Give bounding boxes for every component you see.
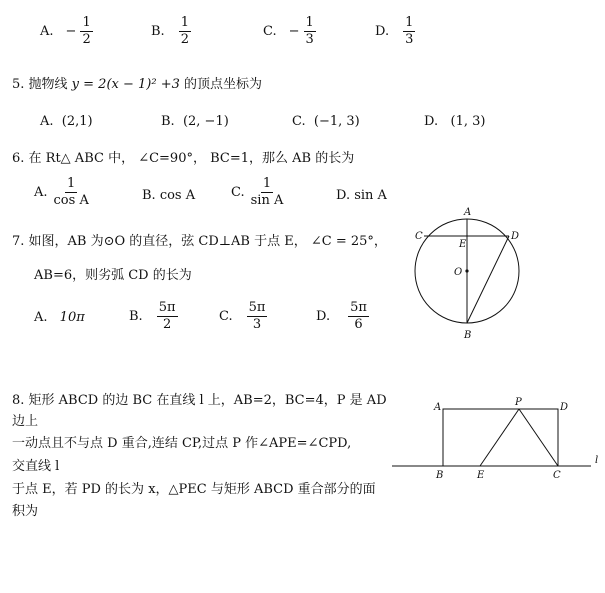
option-letter: D. — [424, 114, 439, 129]
q7-option-b — [129, 301, 178, 331]
fraction — [403, 16, 415, 46]
numerator: 1 — [262, 176, 272, 191]
label-e: E — [477, 470, 485, 481]
label-b: B — [436, 470, 444, 481]
numerator: 1 — [305, 15, 314, 30]
q5-stem — [12, 73, 262, 92]
denominator: 3 — [305, 31, 314, 47]
option-text: (1, 3) — [450, 114, 486, 129]
q4-option-c — [263, 16, 316, 46]
option-letter: D. — [375, 23, 390, 39]
numerator: 1 — [180, 15, 189, 30]
option-letter: A. — [34, 184, 48, 200]
option-letter: A. — [40, 114, 54, 129]
q7-option-c — [219, 301, 267, 331]
q7-option-d — [316, 301, 369, 331]
q5-option-d — [424, 114, 485, 129]
center-point — [465, 269, 468, 272]
q5-equation: y = 2(x − 1)² +3 — [71, 77, 180, 92]
label-c: C — [415, 231, 423, 242]
denominator: 6 — [354, 316, 363, 332]
label-a: A — [434, 402, 442, 413]
label-p: P — [515, 397, 522, 408]
option-letter: B. — [151, 23, 165, 39]
numerator: 1 — [405, 15, 414, 30]
q8-line3: 一动点且不与点 D 重合,连结 CP,过点 P 作∠APE=∠CPD, — [12, 436, 352, 451]
q7-circle-figure — [405, 203, 535, 343]
option-letter: C. — [292, 114, 306, 129]
q8-rectangle-figure — [388, 393, 605, 485]
fraction — [348, 301, 369, 331]
segment-pe — [480, 409, 519, 466]
q5-option-c — [292, 114, 360, 129]
denominator: 2 — [162, 316, 172, 332]
q8-line1: 8. 矩形 ABCD 的边 BC 在直线 l 上，AB=2，BC=4，P 是 AD — [12, 393, 387, 408]
q6-option-c — [231, 177, 285, 207]
fraction — [179, 16, 191, 46]
label-d: D — [560, 402, 569, 413]
denominator: cos A — [53, 192, 89, 208]
q6-option-d: D. sin A — [336, 188, 387, 203]
q6-option-a — [34, 177, 91, 207]
segment-pc — [519, 409, 558, 466]
q4-option-d — [375, 16, 415, 46]
option-letter: C. — [219, 308, 233, 324]
q5-option-a — [40, 114, 93, 129]
option-letter: C. — [263, 23, 277, 39]
option-text: (2,1) — [61, 114, 93, 129]
denominator: 3 — [405, 31, 414, 47]
numerator: 5π — [158, 300, 176, 315]
option-text: (2, −1) — [182, 114, 229, 129]
numerator: 5π — [248, 300, 266, 315]
option-letter: A. — [34, 310, 48, 325]
sign: − — [288, 23, 300, 39]
fraction — [249, 177, 286, 207]
option-text: (−1, 3) — [313, 114, 360, 129]
q5-option-b — [161, 114, 229, 129]
q5-prefix: 5. 抛物线 — [12, 77, 72, 92]
q8-line2: 边上 — [12, 414, 39, 429]
q4-option-a — [40, 16, 93, 46]
numerator: 1 — [67, 176, 76, 191]
label-c: C — [553, 470, 561, 481]
option-text: 10π — [59, 310, 85, 325]
numerator: 5π — [350, 300, 367, 315]
option-letter: B. — [161, 114, 175, 129]
q6-stem: 6. 在 Rt△ ABC 中， ∠C=90°， BC=1，那么 AB 的长为 — [12, 151, 355, 166]
label-a: A — [464, 207, 472, 218]
segment-db — [467, 236, 509, 323]
option-letter: C. — [231, 184, 245, 200]
fraction — [80, 16, 92, 46]
q6-option-b: B. cos A — [142, 188, 196, 203]
numerator: 1 — [82, 15, 91, 30]
q7-line2: AB=6，则劣弧 CD 的长为 — [34, 268, 192, 283]
q5-suffix: 的顶点坐标为 — [179, 77, 262, 92]
sign: − — [65, 23, 77, 39]
fraction — [52, 177, 91, 207]
option-letter: A. — [40, 23, 54, 39]
option-letter: B. — [129, 308, 143, 324]
label-d: D — [511, 231, 520, 242]
label-e: E — [459, 239, 467, 250]
fraction — [247, 301, 268, 331]
denominator: 3 — [252, 316, 262, 332]
q8-line6: 积为 — [12, 504, 39, 519]
denominator: 2 — [180, 31, 189, 47]
label-o: O — [454, 267, 463, 278]
q7-option-a — [34, 310, 85, 325]
fraction — [157, 301, 178, 331]
q8-line5: 于点 E，若 PD 的长为 x，△PEC 与矩形 ABCD 重合部分的面 — [12, 482, 376, 497]
denominator: 2 — [82, 31, 91, 47]
q4-option-b — [151, 16, 191, 46]
denominator: sin A — [250, 192, 284, 208]
q7-line1: 7. 如图，AB 为⊙O 的直径，弦 CD⊥AB 于点 E， ∠C = 25°， — [12, 234, 387, 249]
label-l: l — [595, 455, 599, 466]
fraction — [304, 16, 316, 46]
label-b: B — [464, 330, 472, 341]
q8-line4: 交直线 l — [12, 459, 60, 474]
rectangle-abcd — [443, 409, 558, 466]
option-letter: D. — [316, 308, 331, 324]
